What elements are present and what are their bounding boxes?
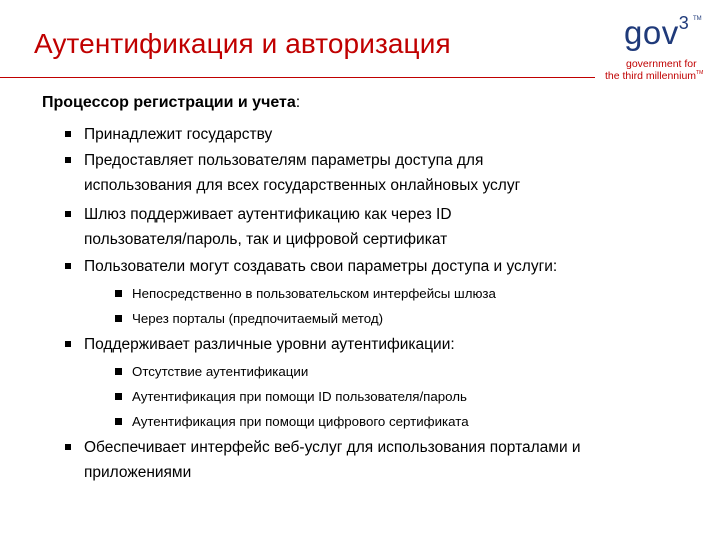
bullet-item [84,332,684,357]
sub-bullet-text: Через порталы (предпочитаемый метод) [132,311,384,326]
sub-bullet-text: Аутентификация при помощи цифрового сертификата [132,414,469,429]
square-bullet-icon [65,263,71,269]
bullet-text: Поддерживает различные уровни аутентификации: [84,336,455,353]
bullet-text: Предоставляет пользователям параметры доступа для использования для всех государственных онлайновых услуг [84,152,521,194]
slide-title: Аутентификация и авторизация [34,28,451,59]
title-divider [0,77,595,78]
bullet-item [84,435,684,485]
square-bullet-icon [115,368,122,375]
logo-wordmark [624,14,689,52]
square-bullet-icon [115,393,122,400]
logo-superscript: 3 [678,13,690,33]
square-bullet-icon [115,315,122,322]
square-bullet-icon [65,211,71,217]
logo-tagline-1: government for [626,58,697,70]
logo-word: gov [624,14,679,51]
sub-bullet-item [132,387,467,407]
logo-tagline-2: the third millennium [605,70,697,82]
logo-trademark-2: TM [696,70,704,76]
sub-bullet-item [132,284,496,304]
square-bullet-icon [115,418,122,425]
square-bullet-icon [65,341,71,347]
bullet-text: Обеспечивает интерфейс веб-услуг для использования порталами и приложениями [84,439,581,481]
sub-bullet-text: Отсутствие аутентификации [132,364,309,379]
logo-trademark: TM [693,16,702,22]
sub-bullet-text: Аутентификация при помощи ID пользователя/пароль [132,389,467,404]
square-bullet-icon [115,290,122,297]
bullet-item [84,254,684,279]
bullet-text: Принадлежит государству [84,126,273,143]
heading-text: Процессор регистрации и учета [42,94,296,111]
gov3-logo [590,10,712,82]
bullet-text: Пользователи могут создавать свои параметры доступа и услуги: [84,258,558,275]
bullet-item [84,148,594,198]
logo-tagline-2-row [605,70,703,82]
sub-bullet-text: Непосредственно в пользовательском интерфейсы шлюза [132,286,496,301]
square-bullet-icon [65,131,71,137]
section-heading [42,94,300,112]
sub-bullet-item [132,362,308,382]
bullet-text: Шлюз поддерживает аутентификацию как через ID пользователя/пароль, так и цифровой сертификат [84,206,452,248]
square-bullet-icon [65,444,71,450]
bullet-item [84,202,554,252]
heading-colon: : [295,94,301,111]
square-bullet-icon [65,157,71,163]
bullet-item [84,122,684,147]
sub-bullet-item [132,412,469,432]
sub-bullet-item [132,309,383,329]
